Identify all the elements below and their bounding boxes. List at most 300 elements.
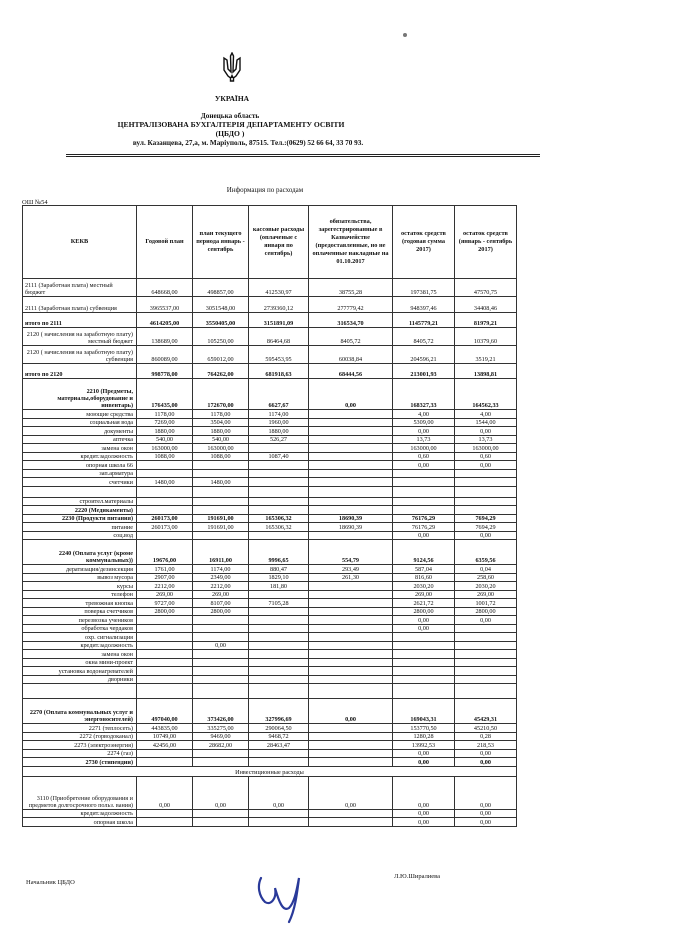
cell-value: 197381,75	[393, 279, 455, 297]
cell-value: 0,00	[455, 809, 517, 818]
cell-value	[393, 478, 455, 487]
cell-value	[393, 633, 455, 642]
cell-value	[309, 590, 393, 599]
cell-value: 13,73	[455, 435, 517, 444]
cell-value	[393, 684, 455, 699]
cell-value: 0,00	[137, 776, 193, 809]
cell-value	[137, 641, 193, 650]
cell-value	[309, 478, 393, 487]
cell-value	[309, 624, 393, 633]
cell-value: 269,00	[393, 590, 455, 599]
table-row	[23, 461, 517, 470]
table-row	[23, 641, 517, 650]
cell-value	[455, 469, 517, 478]
cell-value: 163000,00	[193, 444, 249, 453]
cell-value	[455, 497, 517, 506]
scan-speck	[403, 33, 407, 37]
cell-value: 19676,00	[137, 540, 193, 565]
table-row	[23, 279, 517, 297]
cell-value	[249, 633, 309, 642]
table-row	[23, 650, 517, 659]
cell-value	[309, 724, 393, 733]
cell-value	[193, 818, 249, 827]
cell-value	[249, 818, 309, 827]
cell-value: 191691,00	[193, 514, 249, 523]
cell-value	[309, 818, 393, 827]
row-label: обработка чердаков	[23, 624, 137, 633]
cell-value: 0,00	[309, 379, 393, 410]
form-code: ОШ №54	[22, 199, 48, 206]
row-label: тревожная кнопка	[23, 599, 137, 608]
table-row	[23, 607, 517, 616]
row-label: замена окон	[23, 444, 137, 453]
cell-value: 1480,00	[193, 478, 249, 487]
cell-value	[249, 658, 309, 667]
row-label: 3110 (Приобретение оборудования и предметов долгосрочного польз. вания)	[23, 776, 137, 809]
cell-value: 42456,00	[137, 741, 193, 750]
table-row	[23, 478, 517, 487]
cell-value: 540,00	[137, 435, 193, 444]
cell-value: 1174,00	[249, 410, 309, 419]
col-header: Годовой план	[137, 206, 193, 279]
cell-value	[393, 486, 455, 497]
cell-value	[455, 486, 517, 497]
cell-value	[249, 650, 309, 659]
cell-value: 260173,00	[137, 523, 193, 532]
cell-value: 105250,00	[193, 328, 249, 346]
cell-value	[393, 506, 455, 515]
cell-value: 0,00	[309, 776, 393, 809]
cell-value: 13898,81	[455, 364, 517, 379]
cell-value	[309, 531, 393, 540]
cell-value	[309, 410, 393, 419]
cell-value	[393, 675, 455, 684]
row-label: дератизация/дезинсекция	[23, 565, 137, 574]
cell-value	[249, 809, 309, 818]
cell-value: 0,00	[393, 616, 455, 625]
row-label: 2120 ( начисления на заработную плату) субвенция	[23, 346, 137, 364]
row-label: телефон	[23, 590, 137, 599]
cell-value: 648668,00	[137, 279, 193, 297]
row-label: 2111 (Заработная плата) субвенция	[23, 297, 137, 313]
table-row	[23, 497, 517, 506]
row-label: замена окон	[23, 650, 137, 659]
cell-value	[193, 667, 249, 676]
cell-value: 0,00	[393, 461, 455, 470]
cell-value: 1829,10	[249, 573, 309, 582]
cell-value: 1761,00	[137, 565, 193, 574]
cell-value	[137, 506, 193, 515]
col-header: остаток средств (январь - сентябрь 2017)	[455, 206, 517, 279]
row-label: опорная школа 66	[23, 461, 137, 470]
cell-value: 277779,42	[309, 297, 393, 313]
cell-value: 4,00	[455, 410, 517, 419]
cell-value: 28682,00	[193, 741, 249, 750]
cell-value: 1088,00	[193, 452, 249, 461]
cell-value: 0,00	[393, 531, 455, 540]
cell-value	[193, 650, 249, 659]
cell-value	[137, 758, 193, 767]
table-row	[23, 328, 517, 346]
table-body	[23, 279, 517, 827]
cell-value: 13,73	[393, 435, 455, 444]
org-abbr: (ЦБДО )	[215, 129, 245, 138]
cell-value	[137, 616, 193, 625]
cell-value	[309, 486, 393, 497]
cell-value: 38755,28	[309, 279, 393, 297]
cell-value: 0,00	[393, 624, 455, 633]
cell-value	[137, 624, 193, 633]
cell-value: 0,00	[393, 749, 455, 758]
table-row	[23, 514, 517, 523]
cell-value	[137, 749, 193, 758]
cell-value	[193, 616, 249, 625]
cell-value: 4,00	[393, 410, 455, 419]
cell-value: 1174,00	[193, 565, 249, 574]
cell-value	[137, 633, 193, 642]
row-label: строител.материалы	[23, 497, 137, 506]
cell-value	[455, 667, 517, 676]
cell-value: 0,04	[455, 565, 517, 574]
header-divider	[66, 154, 540, 157]
cell-value: 269,00	[455, 590, 517, 599]
cell-value: 587,04	[393, 565, 455, 574]
table-row	[23, 590, 517, 599]
cell-value: 76176,29	[393, 514, 455, 523]
cell-value: 45429,31	[455, 699, 517, 724]
cell-value	[249, 749, 309, 758]
cell-value: 2030,20	[393, 582, 455, 591]
table-row	[23, 540, 517, 565]
table-row	[23, 749, 517, 758]
cell-value: 293,49	[309, 565, 393, 574]
org-address: вул. Казанцева, 27,а, м. Маріуполь, 87515. Тел.:(0629) 52 66 64, 33 70 93.	[132, 139, 364, 147]
row-label: дворники	[23, 675, 137, 684]
cell-value	[309, 469, 393, 478]
table-row	[23, 658, 517, 667]
cell-value: 2212,00	[137, 582, 193, 591]
cell-value	[137, 684, 193, 699]
cell-value: 3965537,00	[137, 297, 193, 313]
cell-value	[249, 486, 309, 497]
document-title: Информация по расходам	[226, 186, 304, 194]
cell-value: 8405,72	[393, 328, 455, 346]
row-label: счетчики	[23, 478, 137, 487]
cell-value: 2621,72	[393, 599, 455, 608]
cell-value: 176435,00	[137, 379, 193, 410]
table-row	[23, 565, 517, 574]
cell-value: 1880,00	[249, 427, 309, 436]
row-label: кредит.задолжность	[23, 641, 137, 650]
cell-value: 2800,00	[137, 607, 193, 616]
row-label: установка водонагревателей	[23, 667, 137, 676]
cell-value: 0,00	[455, 776, 517, 809]
cell-value	[193, 497, 249, 506]
table-row	[23, 469, 517, 478]
table-row	[23, 809, 517, 818]
row-label: 2230 (Продукти питания)	[23, 514, 137, 523]
cell-value: 7694,29	[455, 523, 517, 532]
cell-value	[309, 684, 393, 699]
cell-value: 9996,65	[249, 540, 309, 565]
cell-value: 1088,00	[137, 452, 193, 461]
cell-value: 34408,46	[455, 297, 517, 313]
cell-value	[309, 461, 393, 470]
cell-value: 8107,00	[193, 599, 249, 608]
cell-value: 6359,56	[455, 540, 517, 565]
cell-value: 9124,56	[393, 540, 455, 565]
cell-value	[455, 633, 517, 642]
cell-value: 880,47	[249, 565, 309, 574]
cell-value: 165306,32	[249, 514, 309, 523]
cell-value	[249, 531, 309, 540]
cell-value: 0,00	[455, 818, 517, 827]
row-label: зап.арматура	[23, 469, 137, 478]
cell-value	[309, 418, 393, 427]
org-name: ЦЕНТРАЛІЗОВАНА БУХГАЛТЕРІЯ ДЕПАРТАМЕНТУ ОСВІТИ	[117, 120, 345, 129]
table-row	[23, 523, 517, 532]
cell-value	[309, 582, 393, 591]
cell-value: 540,00	[193, 435, 249, 444]
row-label: 2272 (горводоканал)	[23, 732, 137, 741]
cell-value	[309, 452, 393, 461]
row-label: социальная вода	[23, 418, 137, 427]
table-row	[23, 724, 517, 733]
table-row	[23, 379, 517, 410]
cell-value: 0,00	[309, 699, 393, 724]
cell-value: 0,00	[393, 427, 455, 436]
cell-value: 412530,97	[249, 279, 309, 297]
cell-value: 16911,00	[193, 540, 249, 565]
cell-value	[249, 461, 309, 470]
table-row	[23, 741, 517, 750]
cell-value: 10749,00	[137, 732, 193, 741]
cell-value: 86464,68	[249, 328, 309, 346]
cell-value	[309, 497, 393, 506]
cell-value: 3151891,09	[249, 313, 309, 328]
cell-value: 373426,00	[193, 699, 249, 724]
cell-value	[455, 641, 517, 650]
table-row	[23, 435, 517, 444]
table-row	[23, 444, 517, 453]
row-label: 2220 (Медикаменты)	[23, 506, 137, 515]
section-row	[23, 766, 517, 776]
cell-value	[193, 658, 249, 667]
cell-value	[249, 667, 309, 676]
cell-value	[309, 607, 393, 616]
cell-value: 1145779,21	[393, 313, 455, 328]
cell-value	[249, 444, 309, 453]
cell-value: 13992,53	[393, 741, 455, 750]
table-row	[23, 427, 517, 436]
cell-value	[309, 435, 393, 444]
row-label: опорная школа	[23, 818, 137, 827]
cell-value	[309, 599, 393, 608]
cell-value: 0,00	[193, 641, 249, 650]
table-row	[23, 699, 517, 724]
row-label: 2120 ( начисления на заработную плату) местный бюджет	[23, 328, 137, 346]
row-label: моющие средства	[23, 410, 137, 419]
cell-value: 68444,56	[309, 364, 393, 379]
row-label: итого по 2111	[23, 313, 137, 328]
row-label: 2730 (стипендии)	[23, 758, 137, 767]
cell-value	[455, 506, 517, 515]
cell-value: 45210,50	[455, 724, 517, 733]
cell-value: 163000,00	[137, 444, 193, 453]
cell-value	[393, 497, 455, 506]
cell-value	[193, 506, 249, 515]
table-row	[23, 418, 517, 427]
table-row	[23, 818, 517, 827]
cell-value: 0,60	[393, 452, 455, 461]
cell-value: 168327,33	[393, 379, 455, 410]
cell-value	[137, 667, 193, 676]
cell-value	[393, 469, 455, 478]
cell-value: 2800,00	[193, 607, 249, 616]
cell-value: 6627,67	[249, 379, 309, 410]
cell-value: 2030,20	[455, 582, 517, 591]
cell-value: 327996,69	[249, 699, 309, 724]
cell-value	[309, 675, 393, 684]
cell-value: 213001,93	[393, 364, 455, 379]
row-label: вывоз мусора	[23, 573, 137, 582]
cell-value	[393, 667, 455, 676]
row-label	[23, 486, 137, 497]
cell-value	[193, 675, 249, 684]
cell-value: 81979,21	[455, 313, 517, 328]
cell-value: 60038,84	[309, 346, 393, 364]
cell-value: 2800,00	[455, 607, 517, 616]
cell-value: 260173,00	[137, 514, 193, 523]
cell-value	[309, 641, 393, 650]
cell-value: 9468,72	[249, 732, 309, 741]
handwritten-signature	[255, 872, 315, 927]
cell-value	[309, 633, 393, 642]
cell-value	[249, 675, 309, 684]
cell-value: 1544,00	[455, 418, 517, 427]
row-label: 2274 (газ)	[23, 749, 137, 758]
cell-value: 4614205,00	[137, 313, 193, 328]
table-row	[23, 531, 517, 540]
cell-value: 269,00	[137, 590, 193, 599]
cell-value: 163000,00	[393, 444, 455, 453]
cell-value: 554,79	[309, 540, 393, 565]
cell-value	[393, 641, 455, 650]
table-row	[23, 410, 517, 419]
expenses-table	[22, 205, 517, 827]
cell-value: 659012,00	[193, 346, 249, 364]
cell-value: 7694,29	[455, 514, 517, 523]
table-row	[23, 599, 517, 608]
row-label: перезвозка учеников	[23, 616, 137, 625]
cell-value: 163000,00	[455, 444, 517, 453]
cell-value	[137, 497, 193, 506]
cell-value: 3504,00	[193, 418, 249, 427]
cell-value: 2800,00	[393, 607, 455, 616]
trident-emblem-icon	[220, 52, 244, 84]
cell-value: 0,00	[455, 758, 517, 767]
cell-value	[309, 506, 393, 515]
row-label: 2111 (Заработная плата) местный бюджет	[23, 279, 137, 297]
cell-value: 204596,21	[393, 346, 455, 364]
cell-value	[393, 658, 455, 667]
cell-value: 1001,72	[455, 599, 517, 608]
cell-value	[249, 469, 309, 478]
cell-value: 7269,00	[137, 418, 193, 427]
invest-section-label: Инвестиционные расходы	[23, 766, 517, 776]
cell-value	[137, 650, 193, 659]
cell-value	[193, 749, 249, 758]
cell-value	[455, 624, 517, 633]
cell-value	[249, 478, 309, 487]
cell-value	[393, 650, 455, 659]
cell-value	[309, 650, 393, 659]
cell-value	[193, 684, 249, 699]
table-row	[23, 506, 517, 515]
cell-value	[193, 633, 249, 642]
cell-value	[249, 607, 309, 616]
cell-value: 28463,47	[249, 741, 309, 750]
row-label: окна мини-проект	[23, 658, 137, 667]
cell-value: 681918,63	[249, 364, 309, 379]
cell-value	[193, 486, 249, 497]
cell-value: 316534,70	[309, 313, 393, 328]
cell-value: 860089,00	[137, 346, 193, 364]
cell-value	[249, 590, 309, 599]
table-row	[23, 624, 517, 633]
row-label: 2273 (электроэнергия)	[23, 741, 137, 750]
table-row	[23, 732, 517, 741]
cell-value: 191691,00	[193, 523, 249, 532]
table-row	[23, 297, 517, 313]
cell-value: 0,00	[455, 427, 517, 436]
cell-value: 0,60	[455, 452, 517, 461]
cell-value: 7105,28	[249, 599, 309, 608]
cell-value: 764262,00	[193, 364, 249, 379]
table-row	[23, 346, 517, 364]
cell-value	[249, 684, 309, 699]
cell-value: 290064,50	[249, 724, 309, 733]
col-header: остаток средств (годовая сумма 2017)	[393, 206, 455, 279]
table-row	[23, 675, 517, 684]
row-label	[23, 684, 137, 699]
cell-value	[309, 749, 393, 758]
cell-value: 0,00	[455, 461, 517, 470]
cell-value: 1880,00	[137, 427, 193, 436]
row-label: кредит.задолжность	[23, 809, 137, 818]
row-label: курсы	[23, 582, 137, 591]
cell-value	[309, 809, 393, 818]
cell-value: 443835,00	[137, 724, 193, 733]
cell-value	[137, 809, 193, 818]
cell-value: 218,53	[455, 741, 517, 750]
col-header: кассовые расходы (оплаченые с января по сентябрь)	[249, 206, 309, 279]
row-label: поверка счетчиков	[23, 607, 137, 616]
cell-value	[137, 675, 193, 684]
table-row	[23, 486, 517, 497]
cell-value: 1087,40	[249, 452, 309, 461]
table-row	[23, 684, 517, 699]
cell-value	[309, 616, 393, 625]
row-label: 2240 (Оплата услуг (кроме коммунальных))	[23, 540, 137, 565]
table-row	[23, 633, 517, 642]
cell-value	[249, 497, 309, 506]
table-row	[23, 758, 517, 767]
cell-value: 164562,33	[455, 379, 517, 410]
table-row	[23, 582, 517, 591]
cell-value: 1960,00	[249, 418, 309, 427]
cell-value: 1880,00	[193, 427, 249, 436]
